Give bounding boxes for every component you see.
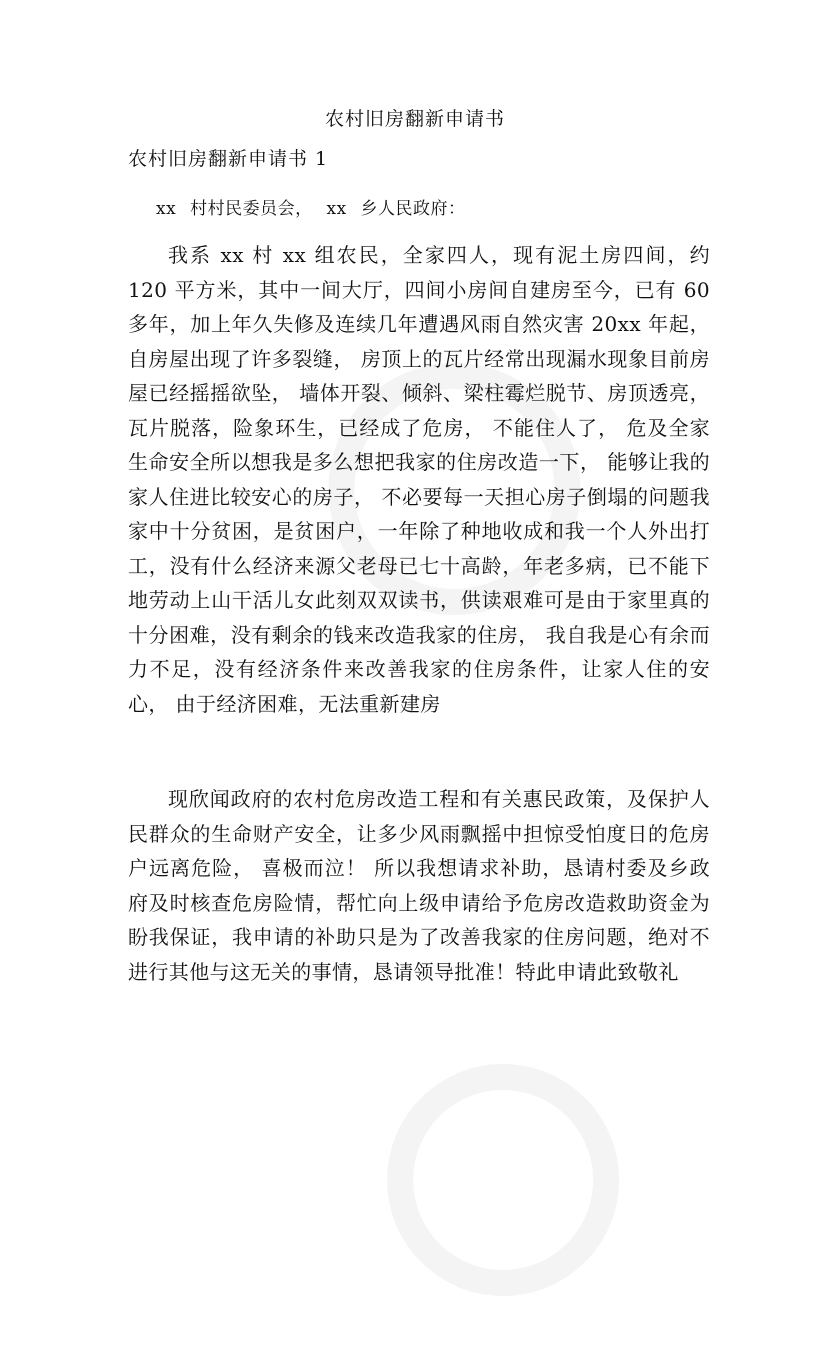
document-title: 农村旧房翻新申请书 (324, 108, 505, 130)
body-paragraph: 现欣闻政府的农村危房改造工程和有关惠民政策，及保护人民群众的生命财产安全，让多少风雨飘摇中担惊受怕度日的危房户远离危险， 喜极而泣！ 所以我想请求补助，恳请村委及乡政府及时核查危房险情，帮忙向上级申请给予危房改造救助资金为盼我保证，我申请的补助只是为了改善我家的住房问题，绝对不进行其他与这无关的事情，恳请领导批准！特此申请此致敬礼 (128, 787, 710, 984)
document-subtitle: 农村旧房翻新申请书 1 (128, 148, 329, 170)
watermark-logo (300, 972, 660, 1308)
body-paragraph: 我系 xx 村 xx 组农民，全家四人，现有泥土房四间，约 120 平方米，其中一间大厅，四间小房间自建房至今，已有 60 多年，加上年久失修及连续几年遭遇风雨自然灾害 20xx 年起，自房屋出现了许多裂缝， 房顶上的瓦片经常出现漏水现象目前房屋已经摇摇欲坠， 墙体开裂、倾斜、梁柱霉烂脱节、房顶透亮，瓦片脱落，险象环生，已经成了危房， 不能住人了， 危及全家生命安全所以想我是多么想把我家的住房改造一下， 能够让我的家人住进比较安心的房子， 不必要每一天担心房子倒塌的问题我家中十分贫困，是贫困户，一年除了种地收成和我一个人外出打工，没有什么经济来源父老母已七十高龄，年老多病，已不能下地劳动上山干活儿女此刻双双读书，供读艰难可是由于家里真的十分困难，没有剩余的钱来改造我家的住房， 我自我是心有余而力不足，没有经济条件来改善我家的住房条件，让家人住的安心， 由于经济困难，无法重新建房 (128, 243, 710, 716)
salutation: xx 村村民委员会， xx 乡人民政府： (156, 199, 466, 219)
